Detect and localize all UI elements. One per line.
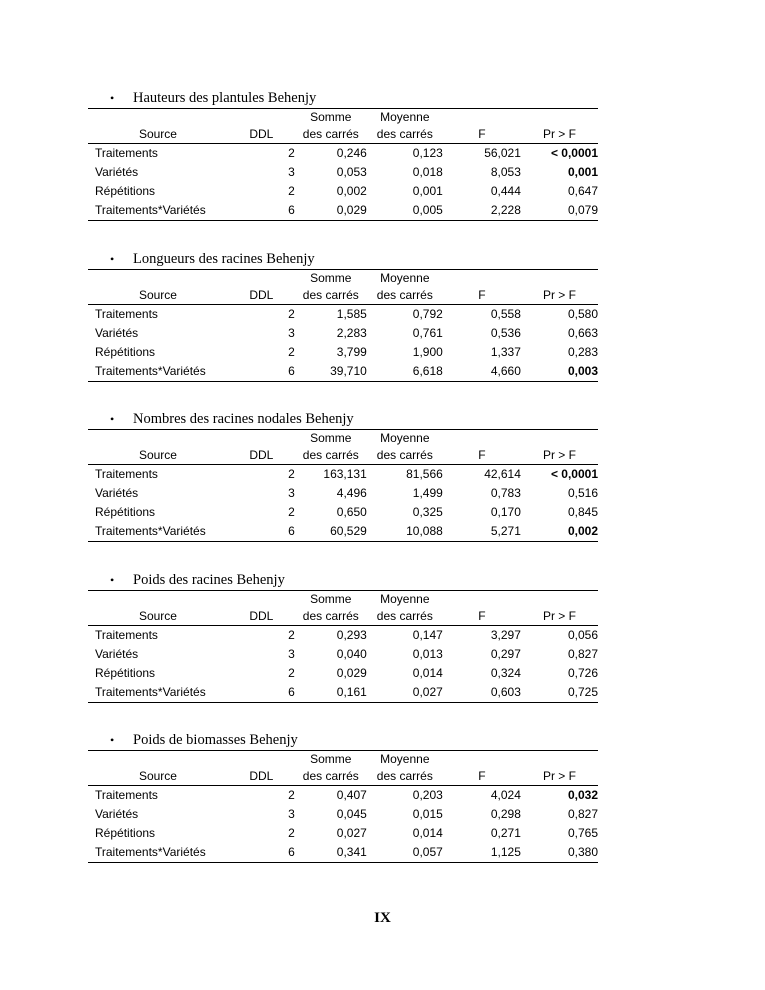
- cell-somme: 0,027: [336, 826, 367, 840]
- cell-source: Traitements*Variétés: [88, 201, 228, 221]
- column-header: Source: [88, 607, 228, 626]
- cell-f: 0,297: [490, 647, 521, 661]
- cell-f: 0,603: [443, 683, 521, 703]
- cell-pr: 0,002: [521, 522, 598, 542]
- cell-moyenne: 0,014: [412, 826, 443, 840]
- header-blank: [228, 430, 295, 447]
- cell-pr: 0,725: [521, 683, 598, 703]
- cell-ddl: 2: [288, 146, 295, 160]
- cell-pr: 0,079: [521, 201, 598, 221]
- anova-table: [88, 269, 598, 382]
- table-row: [88, 503, 598, 522]
- cell-f: 0,170: [490, 505, 521, 519]
- cell-moyenne: 0,761: [412, 326, 443, 340]
- bullet-icon: •: [110, 252, 115, 266]
- cell-source: Traitements*Variétés: [88, 362, 228, 382]
- cell-ddl: 3: [288, 647, 295, 661]
- cell-ddl: 2: [288, 307, 295, 321]
- table-row: [88, 824, 598, 843]
- section-title: Poids des racines Behenjy: [133, 572, 285, 588]
- column-header: F: [443, 767, 521, 786]
- cell-moyenne: 10,088: [367, 522, 443, 542]
- anova-table: [88, 590, 598, 703]
- cell-somme: 0,407: [336, 788, 367, 802]
- column-header: F: [443, 286, 521, 305]
- cell-moyenne: 0,057: [367, 843, 443, 863]
- header-blank: [88, 109, 228, 126]
- cell-moyenne: 0,325: [412, 505, 443, 519]
- section-title: Hauteurs des plantules Behenjy: [133, 90, 317, 106]
- header-blank: [521, 751, 598, 768]
- header-blank: [521, 591, 598, 608]
- cell-pr: 0,827: [567, 647, 598, 661]
- header-blank: [88, 270, 228, 287]
- cell-f: 42,614: [484, 467, 521, 481]
- cell-source: Répétitions: [95, 666, 156, 680]
- column-header: des carrés: [295, 446, 367, 465]
- section-heading: [88, 249, 598, 269]
- table-row: [88, 786, 598, 806]
- header-blank: [443, 751, 521, 768]
- column-header: des carrés: [295, 286, 367, 305]
- cell-source: Variétés: [95, 807, 139, 821]
- cell-source: Répétitions: [95, 505, 156, 519]
- column-header: Somme: [310, 110, 352, 124]
- cell-somme: 1,585: [336, 307, 367, 321]
- cell-somme: 3,799: [336, 345, 367, 359]
- cell-f: 0,271: [490, 826, 521, 840]
- table-row: [88, 683, 598, 703]
- cell-pr: 0,380: [521, 843, 598, 863]
- cell-source: Traitements*Variétés: [88, 522, 228, 542]
- cell-source: Traitements*Variétés: [88, 683, 228, 703]
- header-blank: [88, 751, 228, 768]
- cell-moyenne: 0,014: [412, 666, 443, 680]
- column-header: DDL: [228, 125, 295, 144]
- column-header: Pr > F: [521, 767, 598, 786]
- cell-source: Traitements*Variétés: [88, 843, 228, 863]
- column-header: des carrés: [367, 125, 443, 144]
- column-header: des carrés: [367, 286, 443, 305]
- cell-ddl: 3: [288, 807, 295, 821]
- cell-pr: 0,056: [567, 628, 598, 642]
- cell-somme: 163,131: [323, 467, 367, 481]
- column-header: des carrés: [295, 767, 367, 786]
- section-title: Longueurs des racines Behenjy: [133, 251, 315, 267]
- cell-source: Variétés: [95, 326, 139, 340]
- cell-somme: 0,293: [336, 628, 367, 642]
- cell-somme: 0,029: [336, 666, 367, 680]
- cell-moyenne: 0,792: [412, 307, 443, 321]
- column-header: Moyenne: [380, 271, 430, 285]
- column-header: Pr > F: [521, 607, 598, 626]
- cell-ddl: 2: [288, 826, 295, 840]
- cell-f: 0,298: [490, 807, 521, 821]
- table-row: [88, 484, 598, 503]
- cell-moyenne: 0,015: [412, 807, 443, 821]
- anova-section: [88, 88, 598, 221]
- cell-somme: 0,341: [295, 843, 367, 863]
- cell-moyenne: 1,900: [412, 345, 443, 359]
- table-row: [88, 805, 598, 824]
- cell-f: 1,337: [490, 345, 521, 359]
- cell-source: Répétitions: [95, 345, 156, 359]
- cell-source: Répétitions: [95, 184, 156, 198]
- table-row: [88, 144, 598, 164]
- cell-f: 56,021: [484, 146, 521, 160]
- table-row: [88, 843, 598, 863]
- column-header: Moyenne: [380, 592, 430, 606]
- table-row: [88, 305, 598, 325]
- table-row: [88, 465, 598, 485]
- cell-somme: 0,246: [336, 146, 367, 160]
- column-header: des carrés: [295, 125, 367, 144]
- cell-moyenne: 81,566: [406, 467, 443, 481]
- header-blank: [521, 270, 598, 287]
- table-row: [88, 201, 598, 221]
- cell-pr: 0,032: [567, 788, 598, 802]
- cell-source: Variétés: [95, 647, 139, 661]
- section-title: Poids de biomasses Behenjy: [133, 732, 298, 748]
- bullet-icon: •: [110, 573, 115, 587]
- cell-ddl: 2: [288, 345, 295, 359]
- cell-moyenne: 0,027: [367, 683, 443, 703]
- table-row: [88, 626, 598, 646]
- cell-f: 0,536: [490, 326, 521, 340]
- bullet-icon: •: [110, 412, 115, 426]
- column-header: Moyenne: [380, 110, 430, 124]
- column-header: des carrés: [295, 607, 367, 626]
- cell-pr: 0,003: [521, 362, 598, 382]
- cell-somme: 0,161: [295, 683, 367, 703]
- cell-ddl: 2: [288, 788, 295, 802]
- cell-ddl: 3: [288, 326, 295, 340]
- column-header: Moyenne: [380, 431, 430, 445]
- section-title: Nombres des racines nodales Behenjy: [133, 411, 354, 427]
- cell-pr: 0,283: [567, 345, 598, 359]
- cell-ddl: 6: [228, 683, 295, 703]
- cell-source: Répétitions: [95, 826, 156, 840]
- column-header: DDL: [228, 446, 295, 465]
- cell-somme: 0,045: [336, 807, 367, 821]
- cell-somme: 0,650: [336, 505, 367, 519]
- bullet-icon: •: [110, 733, 115, 747]
- cell-somme: 60,529: [295, 522, 367, 542]
- cell-ddl: 6: [228, 201, 295, 221]
- cell-f: 3,297: [490, 628, 521, 642]
- cell-pr: 0,845: [567, 505, 598, 519]
- column-header: Source: [88, 125, 228, 144]
- header-blank: [443, 109, 521, 126]
- cell-f: 0,324: [490, 666, 521, 680]
- table-row: [88, 645, 598, 664]
- cell-f: 2,228: [443, 201, 521, 221]
- anova-section: [88, 249, 598, 382]
- cell-f: 0,558: [490, 307, 521, 321]
- cell-source: Traitements: [95, 788, 158, 802]
- cell-pr: 0,765: [567, 826, 598, 840]
- cell-f: 0,444: [490, 184, 521, 198]
- cell-source: Traitements: [95, 467, 158, 481]
- header-blank: [88, 430, 228, 447]
- cell-pr: 0,647: [567, 184, 598, 198]
- column-header: Somme: [310, 592, 352, 606]
- column-header: des carrés: [367, 767, 443, 786]
- cell-pr: < 0,0001: [550, 467, 598, 481]
- cell-ddl: 2: [288, 184, 295, 198]
- header-blank: [521, 109, 598, 126]
- cell-pr: 0,580: [567, 307, 598, 321]
- cell-moyenne: 0,123: [412, 146, 443, 160]
- column-header: Somme: [310, 271, 352, 285]
- anova-section: [88, 570, 598, 703]
- cell-somme: 0,029: [295, 201, 367, 221]
- cell-ddl: 3: [288, 486, 295, 500]
- header-blank: [228, 591, 295, 608]
- table-row: [88, 343, 598, 362]
- anova-section: [88, 730, 598, 863]
- column-header: Pr > F: [521, 446, 598, 465]
- section-heading: [88, 570, 598, 590]
- section-heading: [88, 409, 598, 429]
- column-header: Source: [88, 286, 228, 305]
- header-blank: [443, 270, 521, 287]
- cell-moyenne: 0,013: [412, 647, 443, 661]
- section-heading: [88, 730, 598, 750]
- cell-source: Traitements: [95, 628, 158, 642]
- column-header: Pr > F: [521, 125, 598, 144]
- cell-moyenne: 0,147: [412, 628, 443, 642]
- table-row: [88, 664, 598, 683]
- cell-source: Variétés: [95, 486, 139, 500]
- cell-ddl: 2: [288, 628, 295, 642]
- column-header: F: [443, 446, 521, 465]
- cell-source: Variétés: [95, 165, 139, 179]
- table-row: [88, 163, 598, 182]
- column-header: DDL: [228, 286, 295, 305]
- cell-f: 1,125: [443, 843, 521, 863]
- column-header: Pr > F: [521, 286, 598, 305]
- cell-pr: 0,663: [567, 326, 598, 340]
- header-blank: [443, 430, 521, 447]
- cell-pr: 0,827: [567, 807, 598, 821]
- cell-pr: < 0,0001: [550, 146, 598, 160]
- cell-ddl: 2: [288, 467, 295, 481]
- header-blank: [88, 591, 228, 608]
- cell-ddl: 6: [228, 522, 295, 542]
- cell-somme: 39,710: [295, 362, 367, 382]
- anova-section: [88, 409, 598, 542]
- cell-somme: 0,040: [336, 647, 367, 661]
- cell-f: 0,783: [490, 486, 521, 500]
- column-header: Somme: [310, 431, 352, 445]
- table-row: [88, 324, 598, 343]
- cell-moyenne: 0,018: [412, 165, 443, 179]
- bullet-icon: •: [110, 91, 115, 105]
- cell-source: Traitements: [95, 146, 158, 160]
- column-header: F: [443, 607, 521, 626]
- header-blank: [443, 591, 521, 608]
- cell-pr: 0,001: [567, 165, 598, 179]
- cell-f: 4,660: [443, 362, 521, 382]
- cell-moyenne: 6,618: [367, 362, 443, 382]
- column-header: F: [443, 125, 521, 144]
- table-row: [88, 362, 598, 382]
- cell-pr: 0,726: [567, 666, 598, 680]
- page-number: IX: [374, 910, 391, 926]
- section-heading: [88, 88, 598, 108]
- cell-ddl: 3: [288, 165, 295, 179]
- column-header: DDL: [228, 607, 295, 626]
- cell-moyenne: 0,203: [412, 788, 443, 802]
- anova-table: [88, 108, 598, 221]
- cell-moyenne: 0,005: [367, 201, 443, 221]
- column-header: Somme: [310, 752, 352, 766]
- cell-f: 5,271: [443, 522, 521, 542]
- cell-somme: 0,053: [336, 165, 367, 179]
- column-header: DDL: [228, 767, 295, 786]
- cell-somme: 4,496: [336, 486, 367, 500]
- header-blank: [228, 270, 295, 287]
- column-header: des carrés: [367, 446, 443, 465]
- anova-table: [88, 750, 598, 863]
- cell-ddl: 2: [288, 666, 295, 680]
- cell-somme: 2,283: [336, 326, 367, 340]
- cell-pr: 0,516: [567, 486, 598, 500]
- cell-ddl: 2: [288, 505, 295, 519]
- cell-somme: 0,002: [336, 184, 367, 198]
- cell-moyenne: 0,001: [412, 184, 443, 198]
- cell-source: Traitements: [95, 307, 158, 321]
- cell-ddl: 6: [228, 843, 295, 863]
- cell-f: 4,024: [490, 788, 521, 802]
- column-header: Source: [88, 446, 228, 465]
- cell-ddl: 6: [228, 362, 295, 382]
- header-blank: [521, 430, 598, 447]
- table-row: [88, 182, 598, 201]
- header-blank: [228, 751, 295, 768]
- column-header: des carrés: [367, 607, 443, 626]
- cell-moyenne: 1,499: [412, 486, 443, 500]
- header-blank: [228, 109, 295, 126]
- column-header: Moyenne: [380, 752, 430, 766]
- column-header: Source: [88, 767, 228, 786]
- table-row: [88, 522, 598, 542]
- anova-table: [88, 429, 598, 542]
- cell-f: 8,053: [490, 165, 521, 179]
